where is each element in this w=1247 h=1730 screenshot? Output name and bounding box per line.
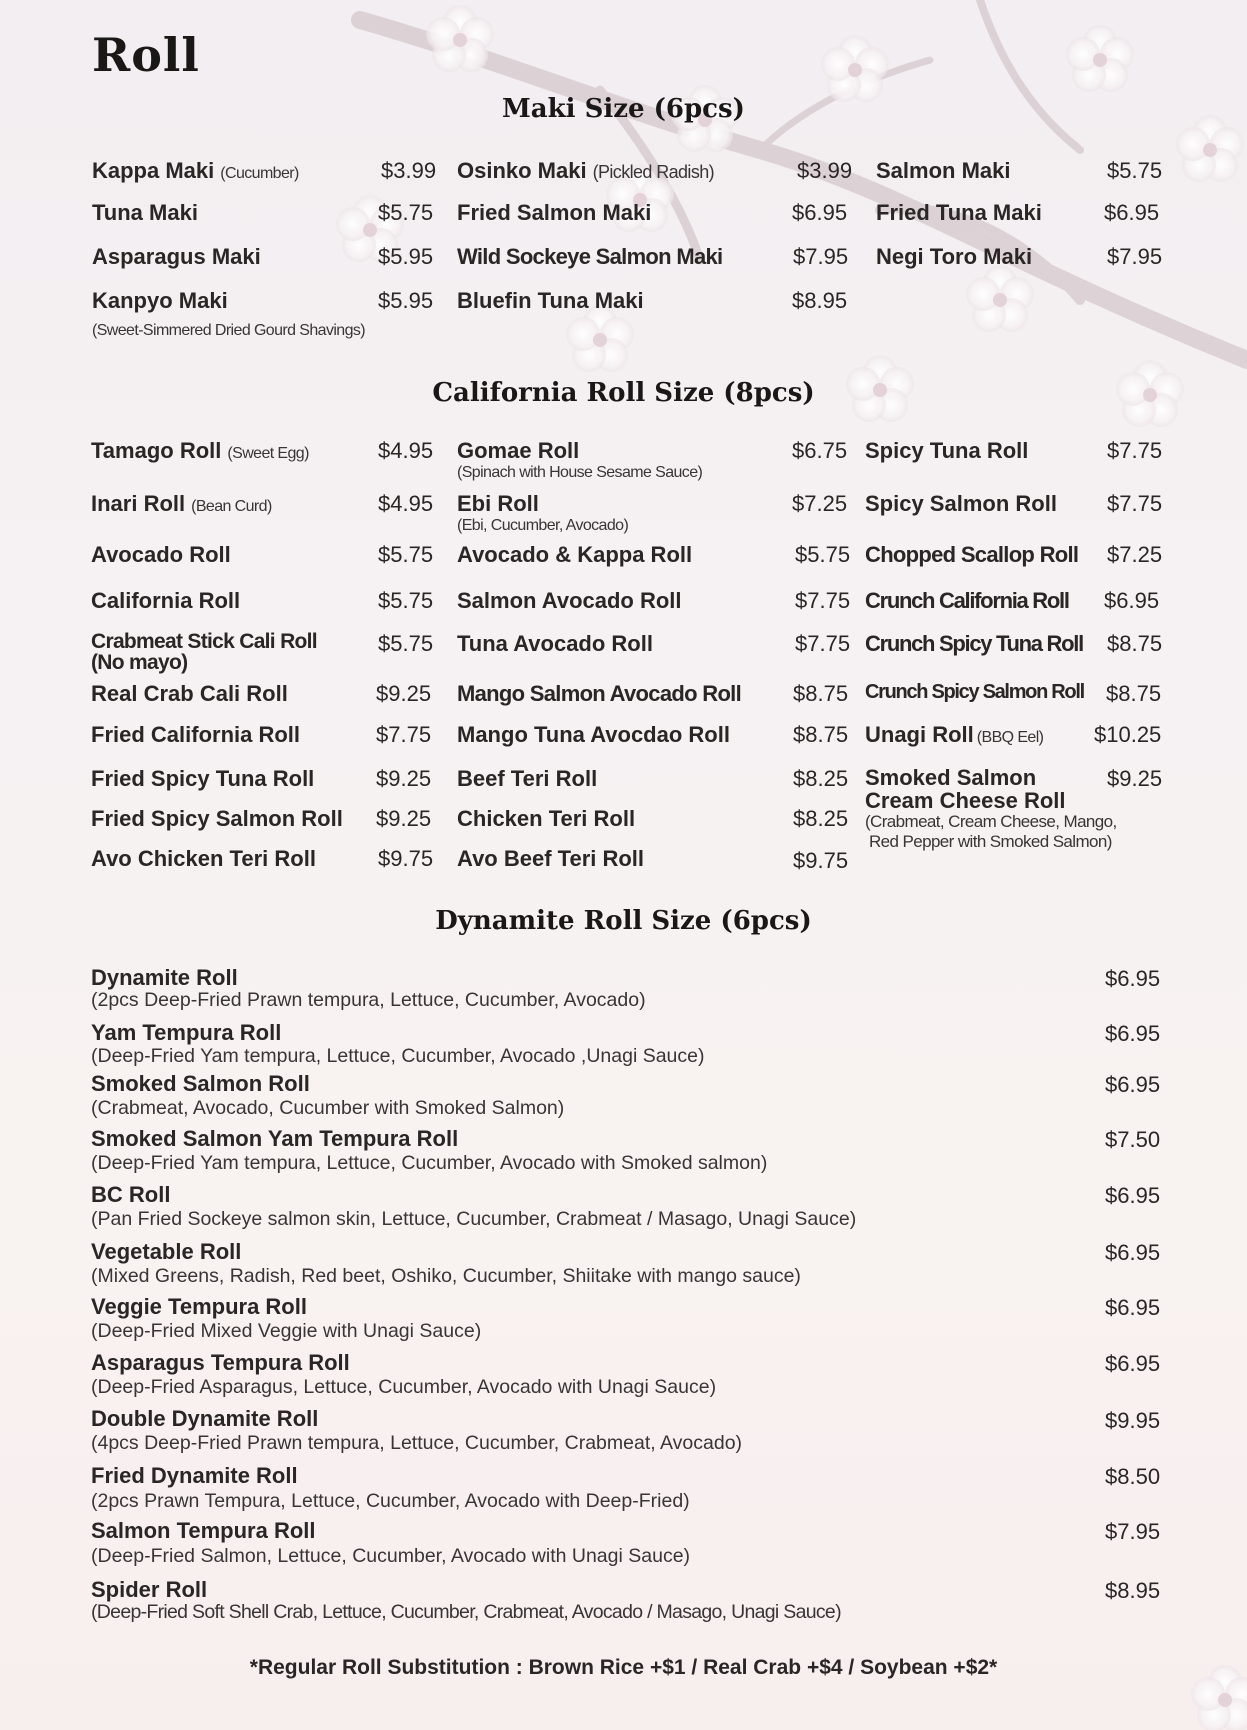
item-price: $9.25	[376, 681, 432, 706]
menu-item-osinko-maki	[457, 158, 714, 184]
item-price: $6.95	[1105, 1072, 1161, 1097]
menu-item-ebi-roll	[457, 491, 628, 535]
item-price: $8.25	[793, 766, 849, 791]
item-description: (Deep-Fried Asparagus, Lettuce, Cucumber, Avocado with Unagi Sauce)	[91, 1376, 717, 1398]
item-description: (Deep-Fried Salmon, Lettuce, Cucumber, Avocado with Unagi Sauce)	[91, 1545, 691, 1567]
item-description: (Deep-Fried Yam tempura, Lettuce, Cucumber, Avocado ,Unagi Sauce)	[91, 1045, 705, 1067]
section-title-dynamite: Dynamite Roll Size (6pcs)	[435, 906, 812, 936]
item-name: Asparagus Maki	[92, 244, 261, 269]
item-name: Tuna Avocado Roll	[457, 631, 653, 656]
item-price: $5.75	[378, 588, 434, 613]
item-name: Fried Spicy Salmon Roll	[91, 806, 343, 831]
item-name: Crabmeat Stick Cali Roll	[91, 630, 317, 653]
item-description: (Mixed Greens, Radish, Red beet, Oshiko, Cucumber, Shiitake with mango sauce)	[91, 1265, 801, 1287]
item-name: Salmon Maki	[876, 158, 1011, 183]
menu-item-kanpyo-maki	[92, 288, 365, 340]
section-title-california: California Roll Size (8pcs)	[432, 378, 815, 408]
menu-item-tuna-avocado-roll	[457, 631, 653, 657]
item-name: Salmon Avocado Roll	[457, 588, 682, 613]
section-title-maki: Maki Size (6pcs)	[502, 94, 745, 124]
menu-item-avo-chicken-teri-roll	[91, 846, 316, 872]
item-name: Real Crab Cali Roll	[91, 681, 288, 706]
menu-item-chopped-scallop-roll	[865, 542, 1078, 568]
item-name: Smoked Salmon	[865, 765, 1037, 790]
menu-item-tamago-roll	[91, 438, 309, 464]
menu-item-gomae-roll	[457, 438, 702, 482]
item-price: $10.25	[1094, 722, 1162, 747]
menu-item-avocado-kappa-roll	[457, 542, 692, 568]
item-name: Unagi Roll	[865, 722, 974, 747]
menu-item-asparagus-maki	[92, 244, 261, 270]
item-name: Avo Beef Teri Roll	[457, 846, 645, 871]
menu-item-crunch-california-roll	[865, 588, 1069, 614]
item-price: $8.95	[1105, 1578, 1161, 1603]
menu-item-fried-salmon-maki	[457, 200, 651, 226]
menu-item-salmon-maki	[876, 158, 1010, 184]
item-price: $7.75	[376, 722, 432, 747]
item-name: Fried Spicy Tuna Roll	[91, 766, 315, 791]
item-price: $7.75	[1107, 491, 1163, 516]
menu-item-fried-spicy-tuna-roll	[91, 766, 314, 792]
item-name: Vegetable Roll	[91, 1239, 242, 1264]
item-name: Chopped Scallop Roll	[865, 542, 1079, 567]
menu-item-kappa-maki	[92, 158, 299, 184]
item-price: $8.75	[793, 681, 849, 706]
item-description: (Ebi, Cucumber, Avocado)	[457, 517, 629, 534]
item-price: $6.95	[1105, 1240, 1161, 1265]
menu-item-beef-teri-roll	[457, 766, 597, 792]
item-name: Yam Tempura Roll	[91, 1020, 282, 1045]
menu-item-spicy-salmon-roll	[865, 491, 1057, 517]
item-price: $7.95	[1105, 1519, 1161, 1544]
item-price: $5.75	[1107, 158, 1163, 183]
menu-item-smoked-salmon-cream-cheese-roll	[865, 766, 1117, 852]
item-price: $8.25	[793, 806, 849, 831]
item-name: Dynamite Roll	[91, 965, 238, 990]
menu-item-spicy-tuna-roll	[865, 438, 1028, 464]
item-description: (Deep-Fried Mixed Veggie with Unagi Sauce)	[91, 1320, 482, 1342]
item-price: $9.95	[1105, 1408, 1161, 1433]
item-name: Negi Toro Maki	[876, 244, 1033, 269]
item-price: $6.95	[1104, 200, 1160, 225]
item-name: Smoked Salmon Yam Tempura Roll	[91, 1126, 459, 1151]
item-price: $6.95	[1105, 1351, 1161, 1376]
menu-item-chicken-teri-roll	[457, 806, 635, 832]
item-name: Spicy Tuna Roll	[865, 438, 1029, 463]
item-name: Avocado & Kappa Roll	[457, 542, 693, 567]
item-description: (Crabmeat, Avocado, Cucumber with Smoked Salmon)	[91, 1097, 565, 1119]
item-description: (Sweet Egg)	[227, 445, 309, 462]
item-name: Fried California Roll	[91, 722, 301, 747]
item-price: $5.75	[378, 631, 434, 656]
item-price: $8.50	[1105, 1464, 1161, 1489]
item-name: Kappa Maki	[92, 158, 215, 183]
item-name: Ebi Roll	[457, 491, 539, 516]
item-name: Salmon Tempura Roll	[91, 1518, 316, 1543]
item-price: $8.95	[792, 288, 848, 313]
item-name: Fried Dynamite Roll	[91, 1463, 298, 1488]
item-name: Inari Roll	[91, 491, 186, 516]
menu-item-fried-tuna-maki	[876, 200, 1042, 226]
item-price: $8.75	[1107, 631, 1163, 656]
item-name: Asparagus Tempura Roll	[91, 1350, 350, 1375]
item-name: Osinko Maki	[457, 158, 587, 183]
item-price: $6.95	[792, 200, 848, 225]
item-price: $6.95	[1105, 1295, 1161, 1320]
menu-item-bluefin-tuna-maki	[457, 288, 644, 314]
item-name: Double Dynamite Roll	[91, 1406, 319, 1431]
item-price: $9.75	[793, 848, 849, 873]
menu-item-mango-salmon-avocado-roll	[457, 681, 741, 707]
item-description: (4pcs Deep-Fried Prawn tempura, Lettuce, Cucumber, Crabmeat, Avocado)	[91, 1432, 743, 1454]
item-price: $5.95	[378, 288, 434, 313]
item-name: Kanpyo Maki	[92, 288, 228, 313]
item-name: Crunch Spicy Salmon Roll	[865, 681, 1084, 703]
item-name: Beef Teri Roll	[457, 766, 598, 791]
menu-item-fried-spicy-salmon-roll	[91, 806, 343, 832]
item-description: (Pickled Radish)	[592, 162, 715, 182]
item-price: $8.75	[793, 722, 849, 747]
item-name: Fried Salmon Maki	[457, 200, 652, 225]
item-description-line-2: Red Pepper with Smoked Salmon)	[869, 832, 1112, 851]
item-name: Wild Sockeye Salmon Maki	[457, 244, 723, 269]
item-name: Bluefin Tuna Maki	[457, 288, 644, 313]
menu-item-avo-beef-teri-roll	[457, 846, 644, 872]
menu-item-negi-toro-maki	[876, 244, 1032, 270]
item-description: (No mayo)	[91, 651, 188, 674]
item-price: $6.95	[1105, 1183, 1161, 1208]
item-description: (Deep-Fried Soft Shell Crab, Lettuce, Cucumber, Crabmeat, Avocado / Masago, Unagi Sauce)	[91, 1601, 841, 1623]
item-price: $8.75	[1106, 681, 1162, 706]
item-name: Avo Chicken Teri Roll	[91, 846, 316, 871]
menu-item-crunch-spicy-tuna-roll	[865, 631, 1083, 657]
item-name: Veggie Tempura Roll	[91, 1294, 307, 1319]
menu-item-salmon-avocado-roll	[457, 588, 682, 614]
menu-item-fried-california-roll	[91, 722, 300, 748]
item-price: $3.99	[797, 158, 853, 183]
item-price: $7.75	[795, 588, 851, 613]
page-title: Roll	[92, 28, 200, 82]
item-price: $6.95	[1104, 588, 1160, 613]
item-price: $9.25	[376, 766, 432, 791]
item-price: $3.99	[381, 158, 437, 183]
item-price: $7.25	[1107, 542, 1163, 567]
item-description: (2pcs Deep-Fried Prawn tempura, Lettuce, Cucumber, Avocado)	[91, 989, 646, 1011]
item-price: $7.95	[793, 244, 849, 269]
item-name: Crunch Spicy Tuna Roll	[865, 631, 1083, 656]
item-price: $4.95	[378, 491, 434, 516]
item-description: (Deep-Fried Yam tempura, Lettuce, Cucumber, Avocado with Smoked salmon)	[91, 1152, 768, 1174]
menu-item-inari-roll	[91, 491, 272, 517]
item-price: $7.75	[1107, 438, 1163, 463]
item-price: $9.75	[378, 846, 434, 871]
item-description: (BBQ Eel)	[976, 729, 1044, 746]
item-description: (2pcs Prawn Tempura, Lettuce, Cucumber, Avocado with Deep-Fried)	[91, 1490, 690, 1512]
item-name: Crunch California Roll	[865, 588, 1069, 613]
item-price: $7.50	[1105, 1127, 1161, 1152]
item-price: $5.75	[378, 542, 434, 567]
menu-item-mango-tuna-avocado-roll	[457, 722, 730, 748]
item-description: (Crabmeat, Cream Cheese, Mango,	[865, 812, 1117, 831]
item-price: $6.95	[1105, 966, 1161, 991]
substitution-footnote: *Regular Roll Substitution : Brown Rice +$1 / Real Crab +$4 / Soybean +$2*	[249, 1656, 998, 1679]
item-price: $9.25	[376, 806, 432, 831]
item-description: (Sweet-Simmered Dried Gourd Shavings)	[92, 322, 366, 339]
item-name: Gomae Roll	[457, 438, 580, 463]
menu-item-crunch-spicy-salmon-roll	[865, 681, 1084, 704]
item-name: BC Roll	[91, 1182, 171, 1207]
item-price: $5.95	[378, 244, 434, 269]
item-price: $5.75	[378, 200, 434, 225]
menu-item-california-roll	[91, 588, 240, 614]
item-price: $7.95	[1107, 244, 1163, 269]
item-name-line-2: Cream Cheese Roll	[865, 788, 1066, 813]
item-price: $7.75	[795, 631, 851, 656]
item-price: $6.95	[1105, 1021, 1161, 1046]
item-price: $6.75	[792, 438, 848, 463]
item-name: Spicy Salmon Roll	[865, 491, 1057, 516]
item-description: (Cucumber)	[220, 165, 299, 182]
menu-item-tuna-maki	[92, 200, 198, 226]
menu-item-wild-sockeye-salmon-maki	[457, 244, 722, 270]
item-price: $5.75	[795, 542, 851, 567]
menu-item-real-crab-cali-roll	[91, 681, 288, 707]
item-price: $7.25	[792, 491, 848, 516]
item-name: Smoked Salmon Roll	[91, 1071, 310, 1096]
item-name: Mango Tuna Avocdao Roll	[457, 722, 730, 747]
item-description: (Spinach with House Sesame Sauce)	[457, 464, 703, 481]
item-description: (Pan Fried Sockeye salmon skin, Lettuce, Cucumber, Crabmeat / Masago, Unagi Sauce)	[91, 1208, 857, 1230]
item-price: $4.95	[378, 438, 434, 463]
menu-item-crabmeat-stick-cali-roll	[91, 631, 317, 673]
item-name: Chicken Teri Roll	[457, 806, 636, 831]
menu-item-avocado-roll	[91, 542, 231, 568]
item-name: California Roll	[91, 588, 241, 613]
item-name: Fried Tuna Maki	[876, 200, 1042, 225]
item-description: (Bean Curd)	[191, 498, 272, 515]
item-price: $9.25	[1107, 766, 1163, 791]
menu-item-unagi-roll	[865, 722, 1043, 748]
item-name: Spider Roll	[91, 1577, 208, 1602]
item-name: Avocado Roll	[91, 542, 231, 567]
item-name: Tuna Maki	[92, 200, 198, 225]
item-name: Mango Salmon Avocado Roll	[457, 681, 742, 706]
item-name: Tamago Roll	[91, 438, 222, 463]
